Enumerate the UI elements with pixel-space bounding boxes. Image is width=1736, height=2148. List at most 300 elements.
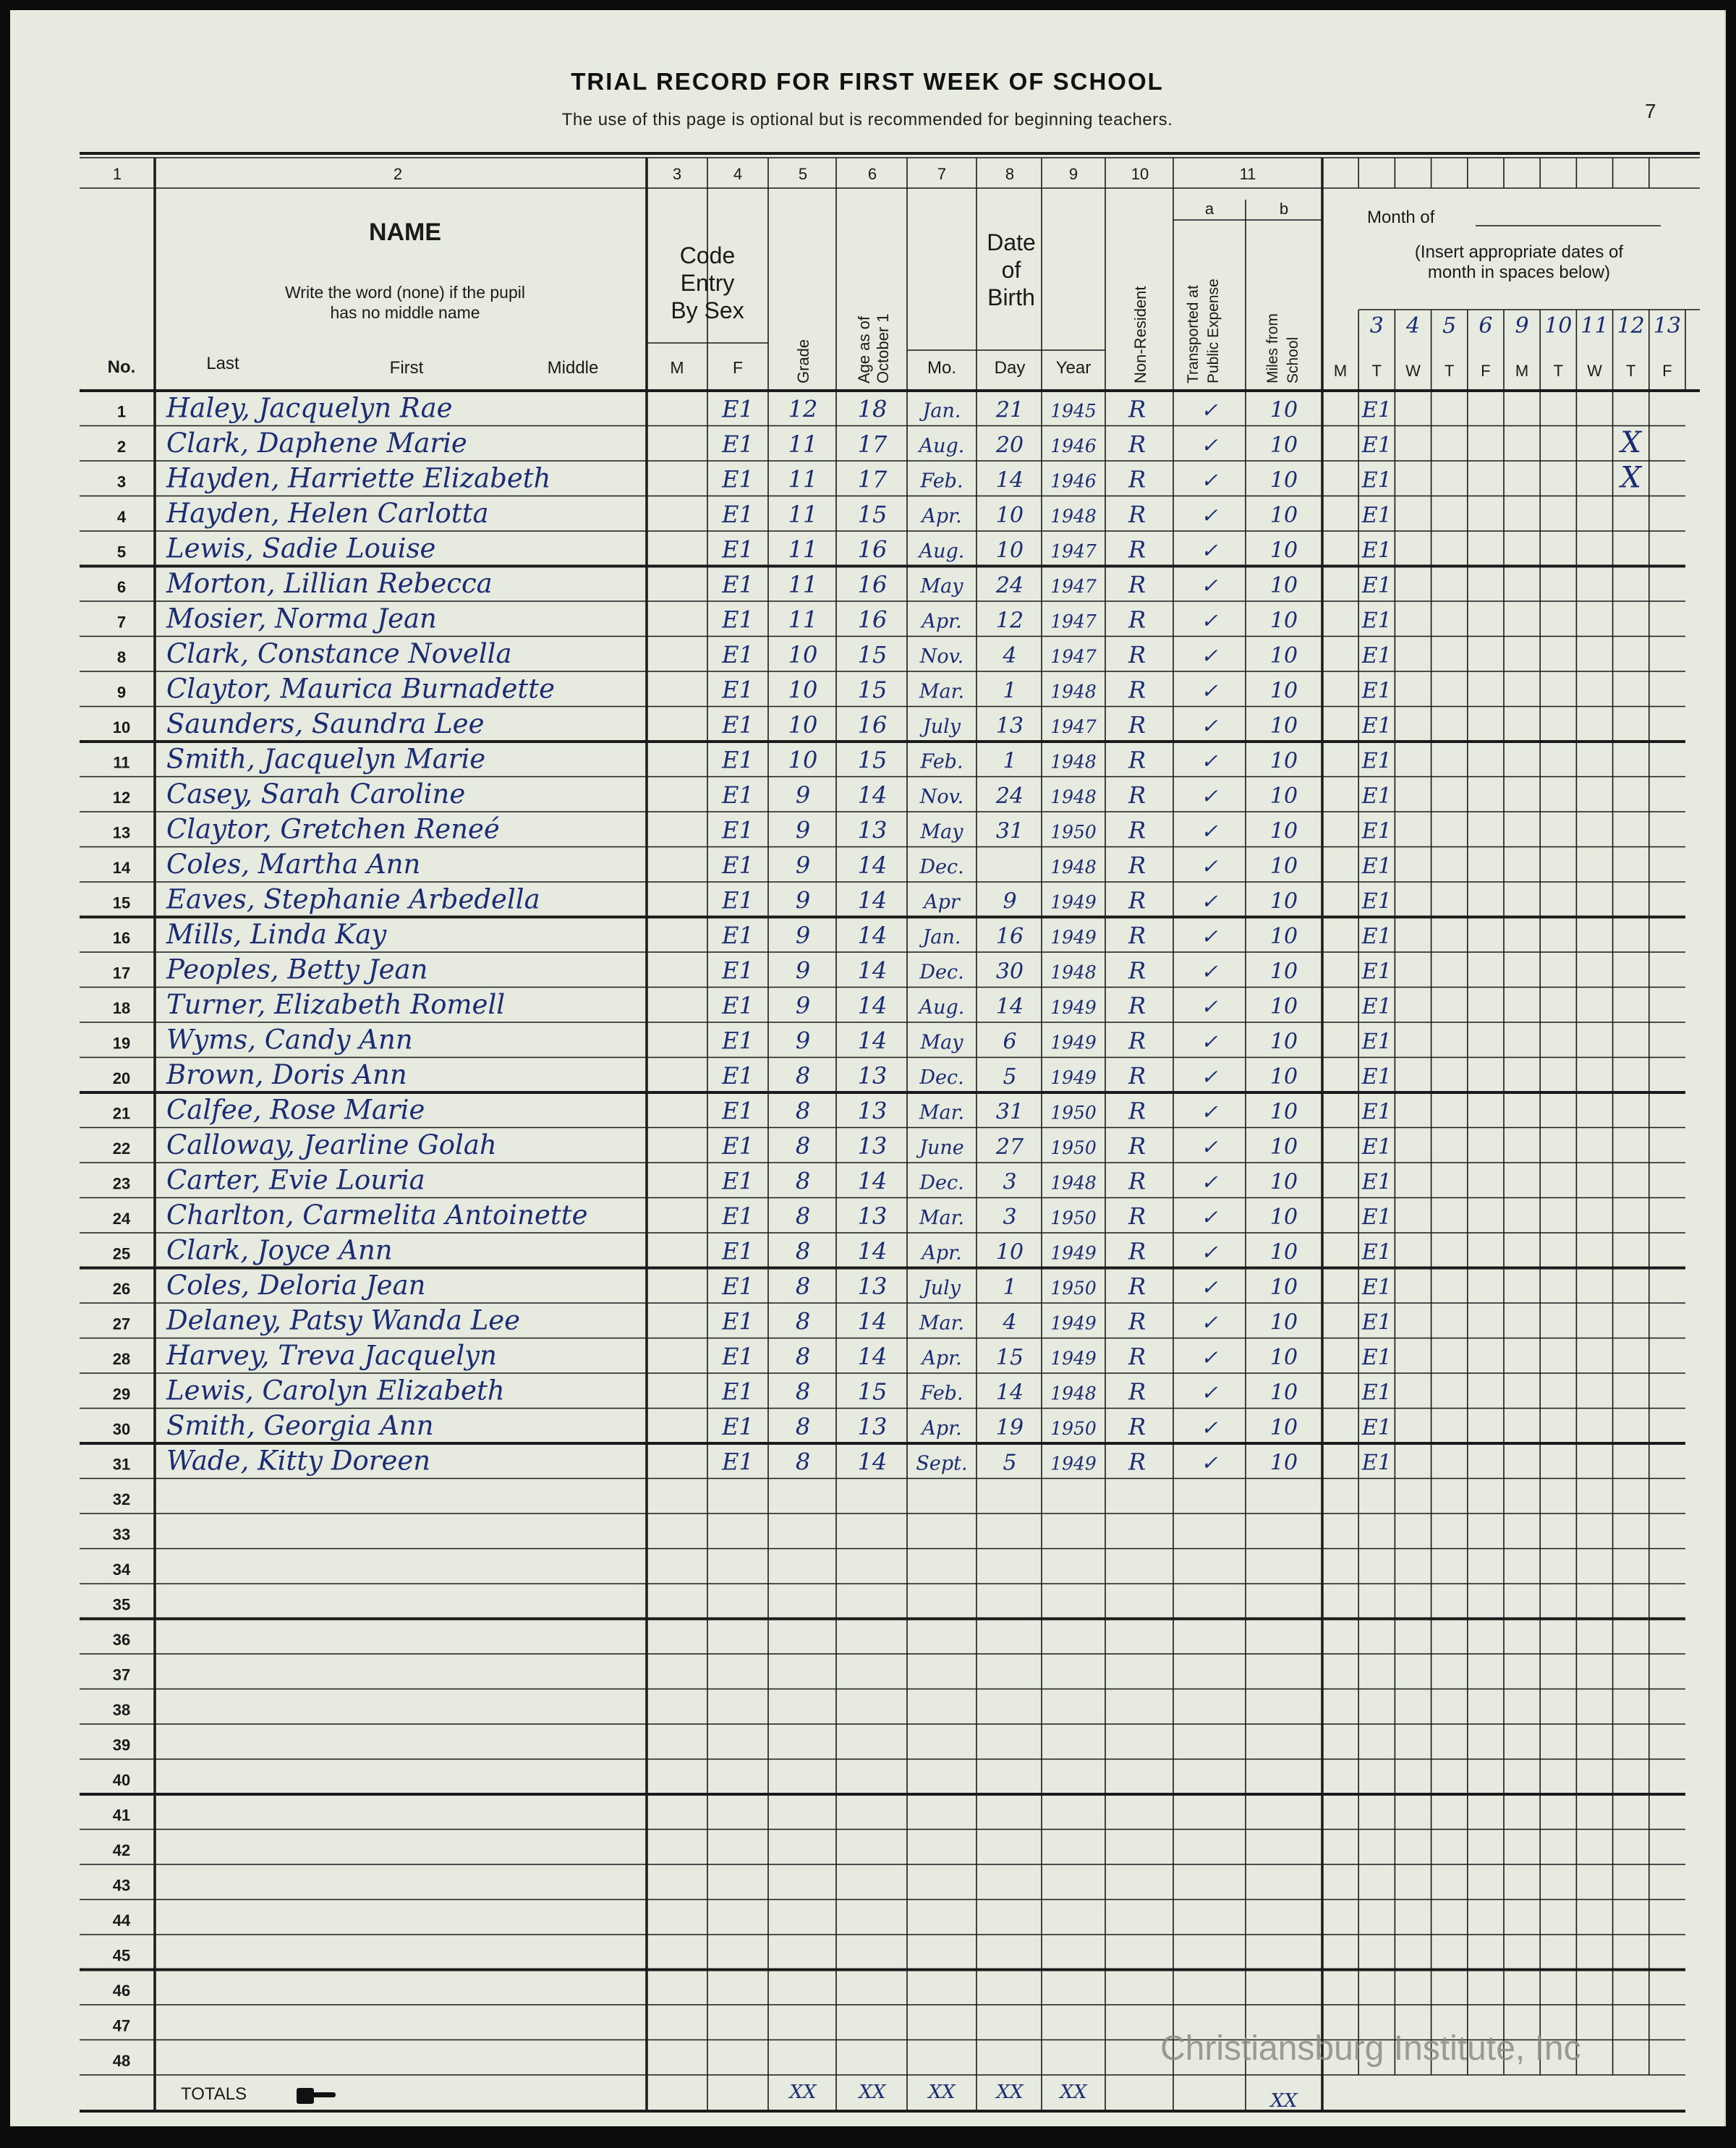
table-row [80,1736,1685,1759]
table-row [80,778,1685,812]
sex-code: E1 [722,1237,754,1265]
column-number: 8 [1005,165,1015,183]
age-value: 15 [857,1377,888,1406]
row-number: 44 [112,1911,131,1930]
attendance-mark: E1 [1361,678,1392,704]
age-value: 18 [857,395,888,423]
birth-month: Nov. [919,645,964,668]
pupil-name: Wyms, Candy Ann [166,1024,413,1056]
birth-month: Apr. [922,1417,962,1440]
miles-value: 10 [1269,713,1298,739]
grade-value: 9 [795,852,811,879]
column-number: 2 [393,165,403,183]
birth-month: May [920,575,963,598]
pupil-name: Saunders, Saundra Lee [166,708,485,739]
birth-day: 14 [995,467,1024,493]
transported-check: ✓ [1201,749,1218,773]
miles-value: 10 [1269,1029,1298,1055]
attendance-table [80,391,1700,2112]
pupil-name: Calfee, Rose Marie [166,1094,425,1126]
table-row [80,568,1685,601]
table-row [80,1666,1685,1689]
handwritten-date: 9 [1515,313,1529,339]
age-value: 16 [857,606,888,634]
attendance-mark: E1 [1361,854,1392,879]
sex-code: E1 [722,1413,754,1440]
row-number: 18 [112,999,131,1017]
age-value: 13 [857,1273,888,1300]
row-number: 36 [112,1631,131,1649]
pupil-name: Lewis, Carolyn Elizabeth [166,1375,505,1406]
attendance-mark: E1 [1361,713,1392,739]
birth-day: 6 [1003,1029,1017,1055]
last-heading: Last [206,354,239,373]
birth-day: 3 [1003,1205,1017,1230]
grade-value: 9 [795,1027,811,1055]
totals-label: TOTALS [181,2084,247,2104]
age-value: 13 [857,1413,888,1440]
age-heading: Age as of [855,316,873,383]
sex-code: E1 [722,606,754,634]
pupil-name: Claytor, Gretchen Reneé [166,813,500,845]
birth-year: 1950 [1050,821,1097,843]
attendance-mark: E1 [1361,1380,1392,1406]
non-resident-mark: R [1128,1413,1146,1440]
birth-day: 24 [995,784,1024,809]
birth-month: Apr. [922,1241,962,1265]
pupil-name: Morton, Lillian Rebecca [166,568,493,599]
weekday-heading: W [1405,362,1421,380]
birth-year: 1950 [1050,1278,1097,1299]
table-row [80,814,1685,847]
birth-month: Aug. [919,435,965,457]
non-resident-mark: R [1128,571,1146,598]
transported-check: ✓ [1201,819,1218,844]
birth-day: 9 [1003,888,1017,914]
grade-value: 9 [795,781,811,809]
non-resident-mark: R [1128,641,1146,668]
attendance-mark: E1 [1361,1099,1392,1125]
pupil-name: Hayden, Harriette Elizabeth [166,462,551,494]
sex-code: E1 [722,781,754,809]
row-number: 7 [116,613,127,632]
non-resident-mark: R [1128,535,1146,564]
miles-value: 10 [1269,959,1298,985]
row-number: 28 [112,1350,131,1368]
birth-year: 1950 [1050,1207,1097,1228]
row-number: 39 [112,1736,131,1754]
day-heading: Day [994,358,1026,378]
row-number: 48 [112,2052,131,2070]
sex-code: E1 [722,816,754,844]
age-value: 14 [857,1027,888,1055]
row-number: 33 [112,1525,131,1544]
grade-value: 8 [795,1413,811,1440]
transported-check: ✓ [1201,889,1218,914]
row-number: 21 [112,1104,131,1123]
row-number: 22 [112,1139,131,1158]
birth-year: 1947 [1050,576,1097,597]
grade-value: 8 [795,1132,811,1160]
age-value: 16 [857,535,888,564]
table-row [80,498,1685,531]
table-row [80,1771,1685,1794]
birth-month: Mar. [919,1207,965,1229]
miles-value: 10 [1269,678,1298,704]
table-row [80,1375,1685,1409]
birth-month: June [919,1137,964,1159]
totals-mark: XX [859,2081,886,2103]
birth-month: Dec. [919,1171,964,1194]
transported-check: ✓ [1201,784,1218,808]
pupil-name: Coles, Deloria Jean [166,1270,426,1301]
weekday-heading: T [1444,362,1455,380]
attendance-mark: E1 [1361,748,1392,774]
grade-value: 8 [795,1097,811,1125]
age-value: 16 [857,571,888,598]
birth-day: 14 [995,994,1024,1019]
pupil-name: Coles, Martha Ann [166,849,421,880]
non-resident-mark: R [1128,1027,1146,1055]
transported-heading: Public Expense [1205,279,1222,383]
non-resident-mark: R [1128,1307,1146,1336]
attendance-mark: E1 [1361,643,1392,668]
column-number: 10 [1131,165,1149,183]
miles-value: 10 [1269,1099,1298,1125]
grade-heading: Grade [794,339,812,383]
birth-day: 4 [1003,1309,1017,1336]
name-note: has no middle name [330,303,480,322]
absence-x-mark: X [1620,461,1641,495]
miles-value: 10 [1269,1275,1298,1300]
table-row [80,919,1685,952]
birth-year: 1949 [1050,891,1097,913]
age-value: 16 [857,711,888,739]
attendance-mark: E1 [1361,1029,1392,1055]
miles-value: 10 [1269,1345,1298,1370]
birth-year: 1949 [1050,997,1097,1018]
transported-check: ✓ [1201,1205,1218,1229]
totals-mark: XX [789,2081,817,2103]
row-number: 10 [112,718,131,736]
transported-check: ✓ [1201,1416,1218,1440]
name-heading: NAME [368,218,442,246]
birth-day: 30 [995,959,1024,985]
transported-check: ✓ [1201,679,1218,703]
non-resident-mark: R [1128,922,1146,949]
birth-month: Dec. [919,856,964,878]
birth-month: Aug. [919,540,965,563]
sex-code: E1 [722,676,754,704]
miles-value: 10 [1269,924,1298,949]
birth-month: Apr. [922,610,962,633]
page-number: 7 [1645,100,1656,122]
birth-year: 1949 [1050,1067,1097,1088]
birth-month: July [922,716,961,738]
row-number: 11 [113,753,130,772]
birth-year: 1948 [1050,857,1097,878]
transported-check: ✓ [1201,644,1218,668]
pupil-name: Mosier, Norma Jean [166,603,437,634]
non-resident-mark: R [1128,956,1146,985]
transported-check: ✓ [1201,1240,1218,1265]
grade-value: 8 [795,1237,811,1265]
age-value: 13 [857,1097,888,1125]
birth-day: 1 [1003,678,1017,704]
age-value: 13 [857,1132,888,1160]
row-number: 24 [112,1210,131,1228]
row-number: 16 [112,929,131,947]
birth-month: Apr. [922,505,962,527]
birth-day: 5 [1003,1450,1017,1476]
transported-check: ✓ [1201,1451,1218,1475]
age-value: 14 [857,886,888,914]
non-resident-mark: R [1128,1343,1146,1370]
sex-code: E1 [722,1132,754,1160]
weekday-heading: T [1371,362,1382,380]
non-resident-mark: R [1128,992,1146,1019]
sex-code: E1 [722,465,754,493]
miles-heading: School [1285,336,1301,383]
row-number: 35 [112,1595,131,1614]
age-heading: October 1 [874,313,892,383]
transported-check: ✓ [1201,854,1218,878]
non-resident-mark: R [1128,465,1146,493]
age-value: 13 [857,816,888,844]
non-resident-mark: R [1128,1097,1146,1125]
sex-code: E1 [722,641,754,668]
row-number: 17 [112,964,131,982]
birth-day: 4 [1003,643,1017,668]
birth-year: 1947 [1050,716,1097,737]
table-row [80,1165,1685,1198]
row-number: 5 [116,543,127,561]
handwritten-date: 11 [1580,313,1609,339]
weekday-heading: F [1662,362,1672,380]
row-number: 9 [116,683,127,702]
row-number: 4 [116,508,127,526]
pupil-name: Clark, Constance Novella [166,638,512,669]
table-row [80,744,1685,777]
birth-year: 1948 [1050,786,1097,807]
birth-month: Apr. [922,1347,962,1370]
birth-year: 1949 [1050,1348,1097,1369]
no-heading: No. [107,357,136,377]
pupil-name: Hayden, Helen Carlotta [166,498,489,529]
record-page [10,10,1726,2126]
birth-year: 1947 [1050,646,1097,667]
m-heading: M [670,358,684,377]
miles-value: 10 [1269,1134,1298,1160]
row-number: 45 [112,1946,131,1965]
table-row [80,1235,1685,1268]
pupil-name: Mills, Linda Kay [166,919,387,950]
table-row [80,603,1685,637]
transported-check: ✓ [1201,398,1218,423]
age-value: 14 [857,1343,888,1370]
birth-year: 1950 [1050,1137,1097,1158]
attendance-mark: E1 [1361,1415,1392,1440]
non-resident-mark: R [1128,1273,1146,1300]
grade-value: 8 [795,1273,811,1300]
transported-check: ✓ [1201,1065,1218,1089]
sex-code: E1 [722,711,754,739]
attendance-mark: E1 [1361,994,1392,1019]
transported-check: ✓ [1201,574,1218,598]
attendance-mark: E1 [1361,1450,1392,1476]
attendance-mark: E1 [1361,467,1392,493]
sex-code: E1 [722,852,754,879]
pupil-name: Clark, Joyce Ann [166,1234,393,1266]
sex-code: E1 [722,922,754,949]
birth-day: 10 [995,538,1024,564]
attendance-mark: E1 [1361,503,1392,528]
row-number: 8 [116,648,127,666]
table-row [80,1596,1685,1619]
sex-code: E1 [722,501,754,528]
non-resident-mark: R [1128,886,1146,914]
birth-day: 10 [995,503,1024,528]
birth-day: 5 [1003,1064,1017,1090]
transported-heading: Transported at [1185,285,1201,383]
transported-check: ✓ [1201,995,1218,1019]
non-resident-mark: R [1128,676,1146,704]
non-resident-mark: R [1128,501,1146,528]
row-number: 43 [112,1876,131,1895]
non-resident-mark: R [1128,1132,1146,1160]
code-entry-heading: Entry [680,270,735,296]
birth-month: Sept. [916,1452,968,1475]
grade-value: 8 [795,1343,811,1370]
birth-year: 1945 [1050,400,1097,422]
birth-year: 1948 [1050,681,1097,702]
attendance-mark: E1 [1361,1134,1392,1160]
age-value: 14 [857,852,888,879]
miles-value: 10 [1269,1309,1298,1336]
column-number: 9 [1068,165,1078,183]
attendance-mark: E1 [1361,1239,1392,1265]
sex-code: E1 [722,1448,754,1476]
page-title: TRIAL RECORD FOR FIRST WEEK OF SCHOOL [571,68,1164,95]
age-value: 14 [857,992,888,1019]
year-heading: Year [1055,358,1092,378]
miles-value: 10 [1269,888,1298,914]
handwritten-date: 5 [1442,313,1457,339]
attendance-mark: E1 [1361,959,1392,985]
grade-value: 8 [795,1202,811,1230]
table-row [80,1841,1685,1864]
birth-month: May [920,1031,963,1054]
pupil-name: Smith, Georgia Ann [166,1410,434,1441]
pointing-hand-icon [297,2088,336,2104]
table-row [80,1059,1685,1092]
birth-day: 15 [995,1345,1024,1370]
sex-code: E1 [722,746,754,774]
row-number: 6 [116,578,127,596]
table-row [80,1561,1685,1584]
birth-day: 20 [995,433,1024,458]
non-resident-mark: R [1128,430,1146,458]
row-number: 14 [112,859,131,877]
birth-day: 12 [995,608,1024,634]
grade-value: 11 [788,430,818,458]
miles-value: 10 [1269,573,1298,598]
non-resident-mark: R [1128,816,1146,844]
non-resident-mark: R [1128,852,1146,879]
birth-year: 1950 [1050,1418,1097,1439]
table-row [80,1305,1685,1338]
row-number: 1 [116,402,127,421]
code-entry-heading: By Sex [671,297,744,323]
date-of-birth-heading: Date [987,229,1036,255]
handwritten-date: 12 [1617,313,1645,339]
non-resident-mark: R [1128,781,1146,809]
pupil-name: Harvey, Treva Jacquelyn [166,1340,497,1371]
row-number: 19 [112,1034,131,1053]
birth-day: 16 [995,924,1024,949]
transported-check: ✓ [1201,433,1218,457]
miles-value: 10 [1269,1205,1298,1230]
handwritten-date: 6 [1478,313,1493,339]
age-value: 14 [857,1307,888,1336]
birth-day: 3 [1003,1169,1017,1195]
sex-code: E1 [722,1377,754,1406]
sex-code: E1 [722,1307,754,1336]
grade-value: 8 [795,1167,811,1195]
birth-month: May [920,820,963,844]
absence-x-mark: X [1620,426,1641,459]
pupil-name: Turner, Elizabeth Romell [166,989,506,1020]
transported-check: ✓ [1201,925,1218,948]
birth-month: July [922,1277,961,1299]
birth-month: Nov. [919,786,964,808]
sex-code: E1 [722,1273,754,1300]
totals-mark: XX [1060,2081,1087,2103]
row-number: 13 [112,823,131,842]
grade-value: 10 [788,711,818,739]
birth-day: 24 [995,573,1024,598]
weekday-heading: T [1625,362,1636,380]
weekday-heading: M [1515,362,1529,380]
table-row [80,1877,1685,1900]
handwritten-date: 13 [1653,313,1681,339]
transported-check: ✓ [1201,1275,1218,1299]
pointing-hand-icon-finger [312,2092,336,2097]
birth-day: 21 [995,397,1024,423]
sex-code: E1 [722,1343,754,1370]
column-number: 3 [672,165,682,183]
table-row [80,674,1685,707]
grade-value: 8 [795,1062,811,1090]
miles-value: 10 [1269,1169,1298,1195]
miles-value: 10 [1269,1380,1298,1406]
birth-month: Jan. [922,399,961,423]
miles-value: 10 [1269,433,1298,458]
row-number: 30 [112,1420,131,1438]
pupil-name: Delaney, Patsy Wanda Lee [166,1304,521,1336]
table-row [80,1095,1685,1128]
attendance-mark: E1 [1361,1345,1392,1370]
miles-value: 10 [1269,467,1298,493]
code-entry-heading: Code [679,242,736,268]
row-number: 34 [112,1561,131,1579]
row-number: 23 [112,1174,131,1193]
grade-value: 9 [795,992,811,1019]
row-number: 2 [116,438,127,456]
name-note: Write the word (none) if the pupil [285,283,525,302]
row-number: 20 [112,1069,131,1087]
age-value: 14 [857,956,888,985]
